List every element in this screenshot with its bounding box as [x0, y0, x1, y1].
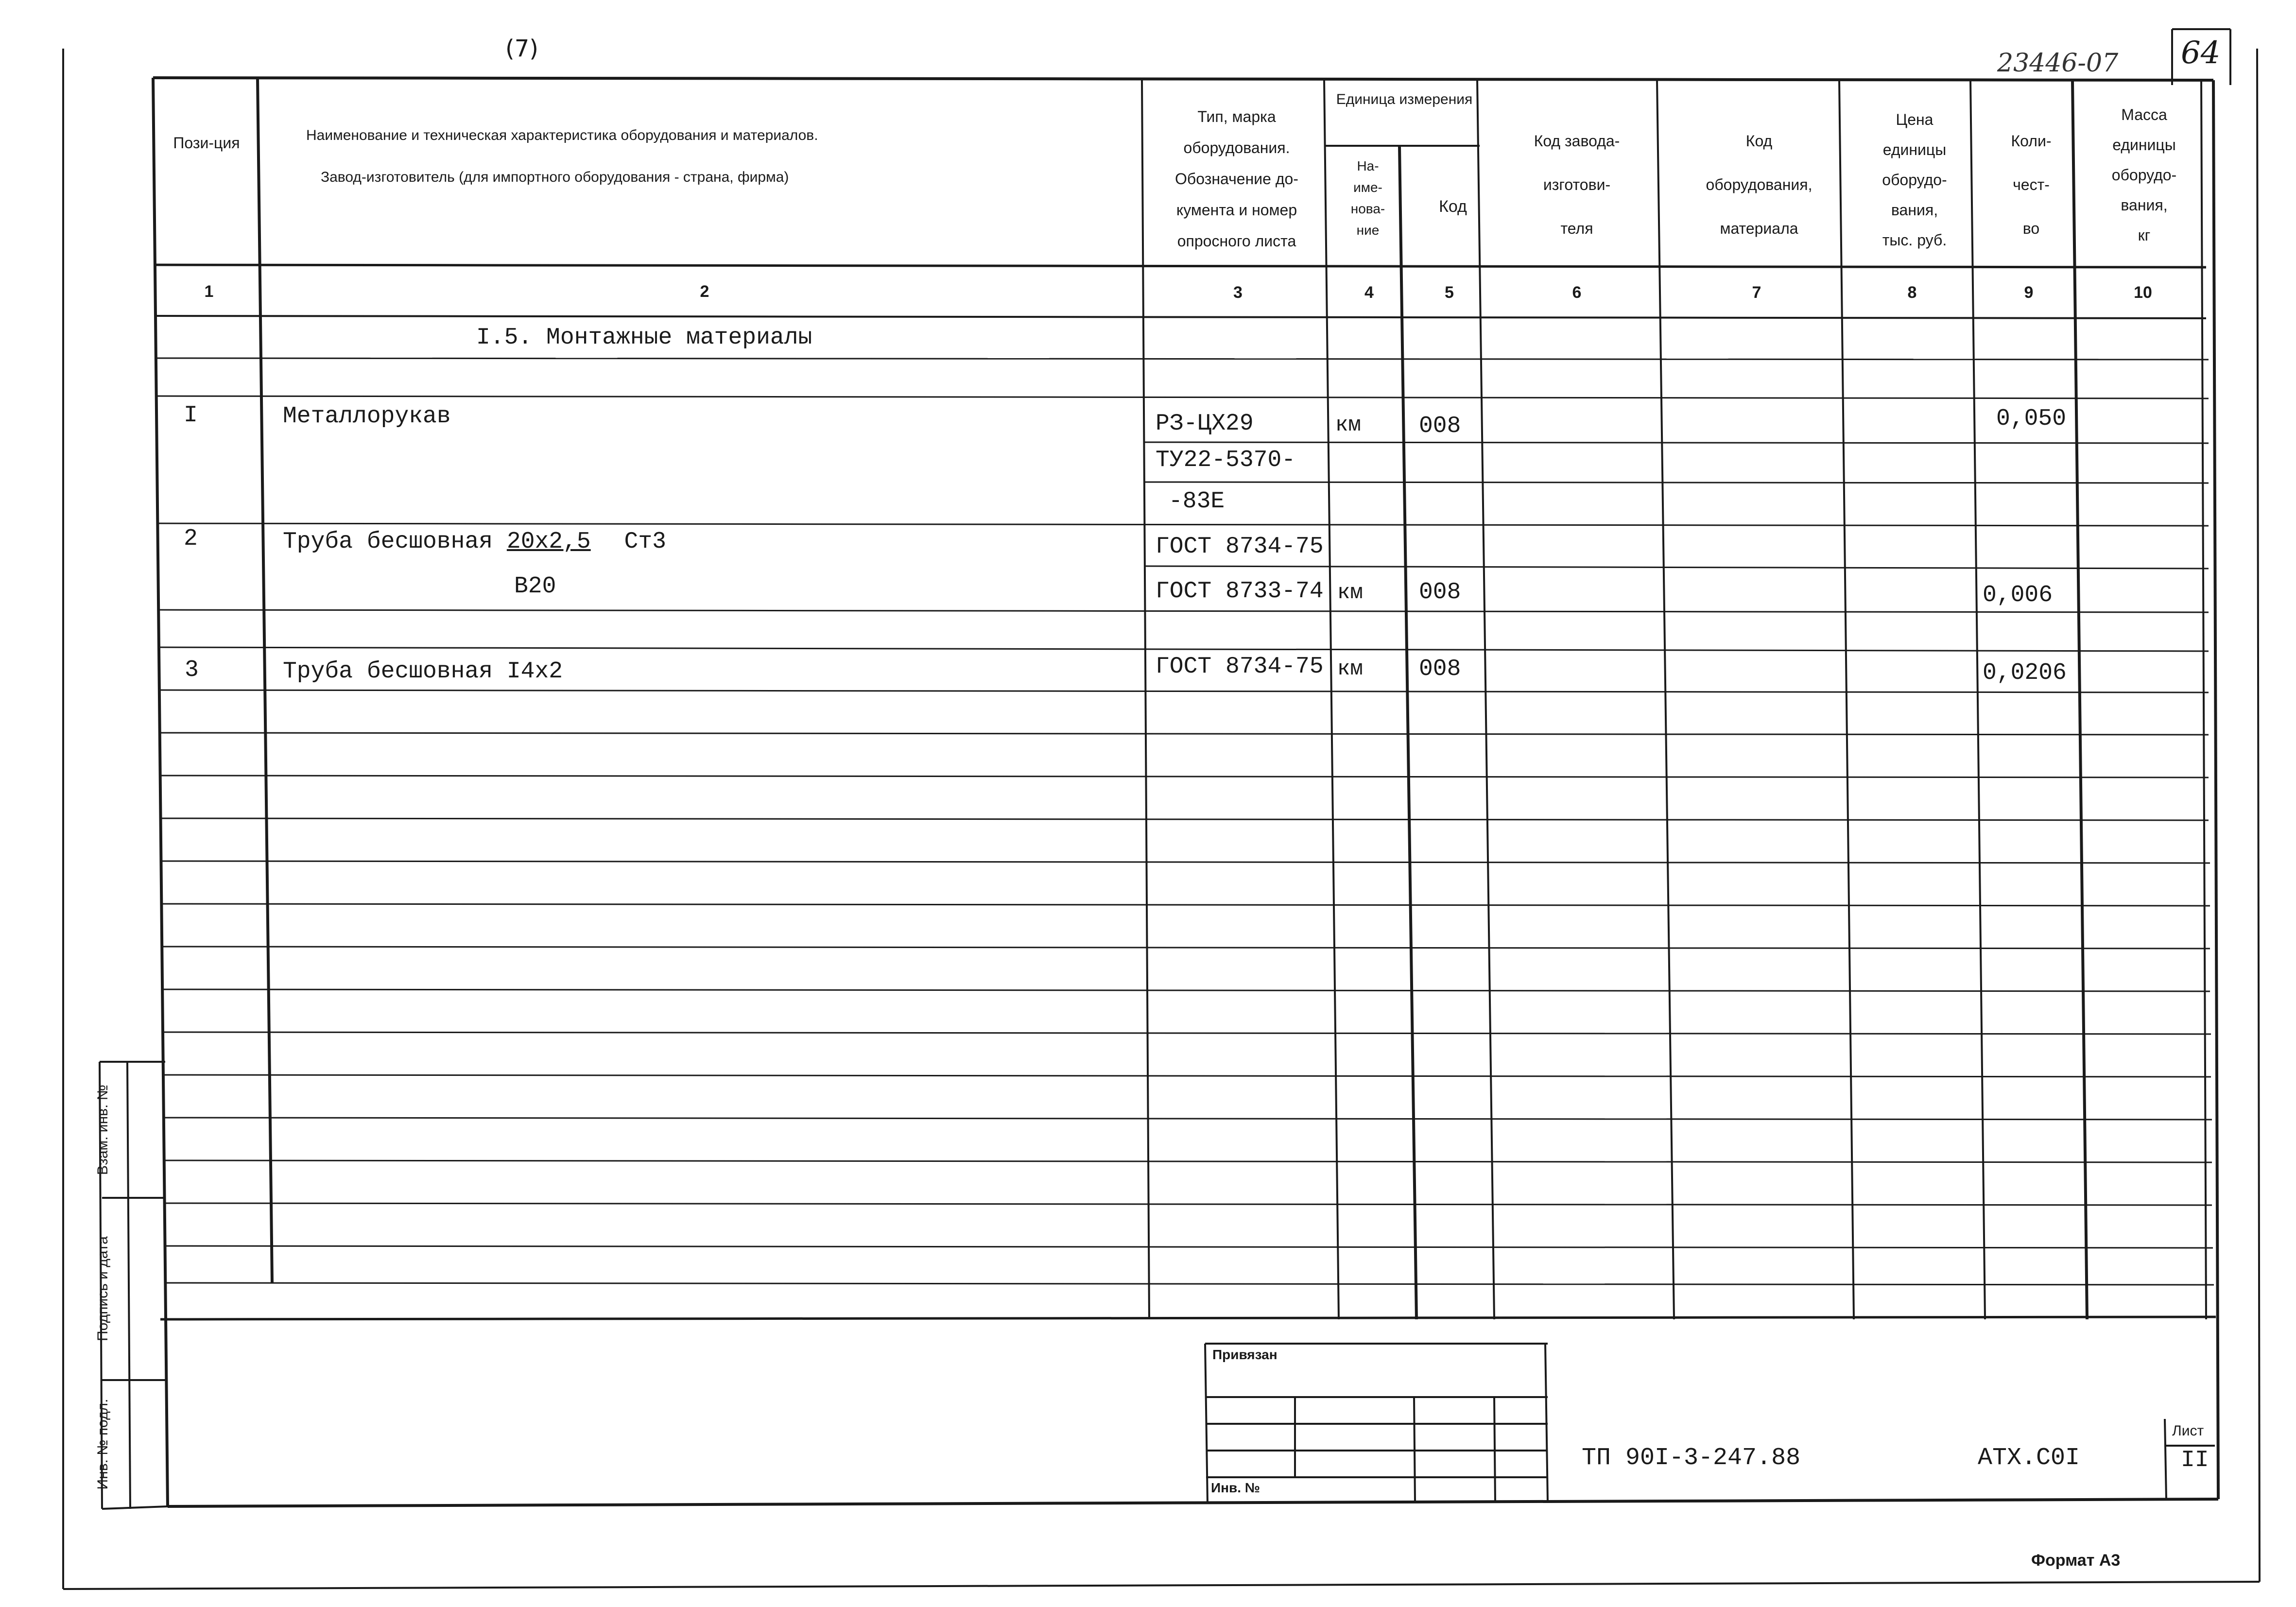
row3-unit: км — [1337, 657, 1363, 681]
sheet-marker: (7) — [505, 35, 538, 62]
header-type: Тип, марка оборудования. Обозначение до- кумента и номер опросного листа — [1175, 108, 1298, 250]
colnum-1: 1 — [204, 282, 214, 301]
row2-name-main: Труба бесшовная — [283, 529, 493, 555]
page-number: 64 — [2181, 35, 2221, 71]
row2-name-grade: Ст3 — [624, 529, 666, 555]
header-name — [272, 127, 818, 186]
row1-type-cont2: -83Е — [1169, 488, 1225, 515]
colnum-8: 8 — [1907, 283, 1917, 302]
row2-type2: ГОСТ 8733-74 — [1156, 578, 1324, 605]
colnum-10: 10 — [2134, 283, 2152, 302]
header-factory-code: Код завода- изготови- теля — [1534, 132, 1620, 237]
row3-qty: 0,0206 — [1983, 660, 2067, 686]
row2-name-size: 20х2,5 — [506, 529, 591, 555]
colnum-6: 6 — [1572, 283, 1582, 302]
row1-qty: 0,050 — [1996, 406, 2067, 432]
colnum-4: 4 — [1364, 283, 1374, 302]
row2-position: 2 — [184, 526, 198, 552]
header-name-line2: Завод-изготовитель (для импортного оборудования - страна, фирма) — [321, 169, 789, 185]
stamp-original-inv: Инв. № подл. — [95, 1399, 111, 1490]
row1-type-cont1: ТУ22-5370- — [1156, 447, 1296, 473]
document-code: АТХ.С0I — [1978, 1444, 2080, 1472]
header-unit-group: Единица измерения — [1336, 91, 1473, 107]
inv-no-label: Инв. № — [1211, 1480, 1260, 1495]
row1-name: Металлорукав — [283, 403, 451, 430]
sheet-number: II — [2181, 1447, 2209, 1473]
colnum-5: 5 — [1445, 283, 1454, 302]
row3-name: Труба бесшовная I4х2 — [283, 658, 563, 685]
row2-qty: 0,006 — [1983, 582, 2053, 608]
header-position: Пози-ция — [173, 134, 240, 152]
section-title: I.5. Монтажные материалы — [476, 325, 812, 351]
row3-position: 3 — [185, 657, 199, 683]
header-quantity: Коли- чест- во — [2011, 132, 2052, 237]
row2-name — [283, 529, 666, 555]
row3-code: 008 — [1419, 656, 1461, 682]
row2-unit: км — [1337, 581, 1363, 605]
header-mass: Масса единицы оборудо- вания, кг — [2111, 106, 2177, 244]
header-unit-code: Код — [1439, 197, 1467, 216]
stamp-signature-date: Подпись и дата — [95, 1236, 111, 1341]
privyazan-label: Привязан — [1212, 1347, 1277, 1362]
colnum-9: 9 — [2024, 283, 2034, 302]
header-equipment-code: Код оборудования, материала — [1706, 132, 1813, 237]
project-code: ТП 90I-3-247.88 — [1582, 1444, 1801, 1472]
colnum-3: 3 — [1233, 283, 1243, 302]
colnum-2: 2 — [700, 282, 709, 301]
header-unit-name: На- име- нова- ние — [1350, 158, 1385, 238]
stamp-replacement-inv: Взам. инв. № — [95, 1085, 111, 1175]
format-note: Формат А3 — [2031, 1551, 2121, 1570]
colnum-7: 7 — [1752, 283, 1761, 302]
row1-type: РЗ-ЦХ29 — [1156, 411, 1254, 437]
row2-subname: В20 — [514, 573, 556, 600]
header-name-line1: Наименование и техническая характеристика оборудования и материалов. — [306, 127, 818, 143]
row1-position: I — [184, 402, 198, 429]
sheet-label: Лист — [2172, 1423, 2204, 1439]
header-price: Цена единицы оборудо- вания, тыс. руб. — [1882, 111, 1947, 249]
row2-type: ГОСТ 8734-75 — [1156, 534, 1324, 560]
row1-code: 008 — [1419, 413, 1461, 439]
row1-unit: км — [1335, 413, 1361, 437]
archive-number: 23446-07 — [1997, 49, 2119, 78]
row2-code: 008 — [1419, 579, 1461, 605]
row3-type: ГОСТ 8734-75 — [1156, 654, 1324, 680]
